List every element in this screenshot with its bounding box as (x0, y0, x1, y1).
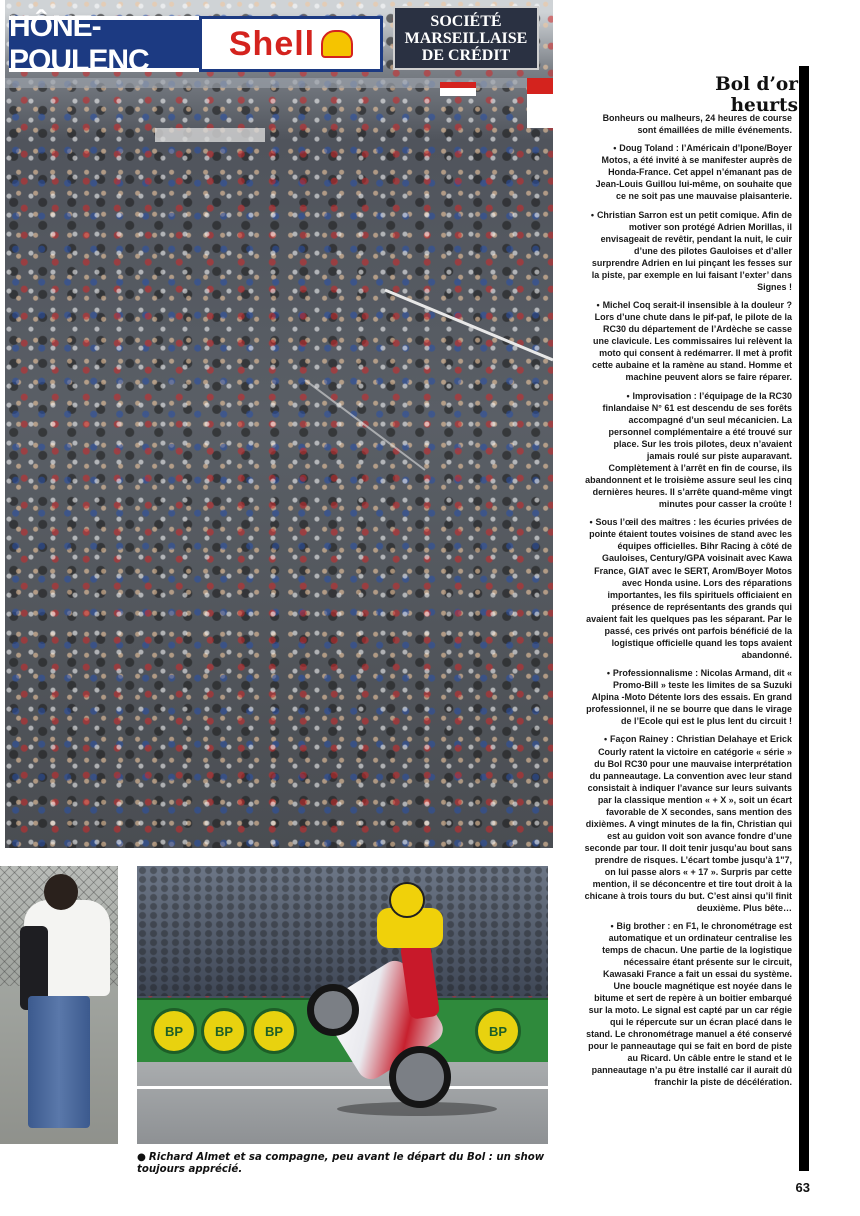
title-line: Bol d’or (715, 74, 798, 96)
spectator-photo (0, 866, 118, 1144)
wheelie-photo (137, 866, 548, 1144)
vertical-rule (799, 66, 809, 1171)
article-item (585, 920, 792, 1088)
crowd-photo (5, 0, 553, 848)
article-item (585, 209, 792, 293)
track-lines (5, 0, 553, 848)
article-item-text: Christian Sarron est un petit comique. Afin de motiver son protégé Adrien Morillas, il envisageait de revêtir, pendant la nuit, le cuir d’une des pilotes Gauloises et d’aller surprendre Adrien en lui pinçant les fesses sur la piste, par exemple en lui faisant l’exter’ dans Signes ! (591, 209, 792, 292)
article-intro: Bonheurs ou malheurs, 24 heures de course sont émaillées de mille événements. (602, 113, 792, 136)
rhone-poulenc-banner: HÔNE-POULENC (9, 16, 201, 72)
shell-logo-icon (321, 30, 353, 58)
banner-line: DE CRÉDIT (421, 46, 511, 64)
article-item (585, 667, 792, 727)
bullet-icon: • (606, 668, 610, 679)
front-wheel (307, 984, 359, 1036)
caption-bullet: ● (137, 1152, 146, 1163)
grandstand-crowd (137, 866, 548, 996)
track-stripe (137, 1086, 548, 1089)
article-item-text: Big brother : en F1, le chronométrage est automatique et un ordinateur centralise les temps de chacun. Une partie de la logistique nécessaire étant présente sur le circuit, Kawasaki France a fait un essai du système. Une boucle magnétique est noyée dans le bitume et sert de repère à un boitier embarqué sur la moto. Le signal est capté par un car régie qui le répercute sur un écran placé dans le stand. Le chronométrage manuel a été conservé pour le panneautage qui se fait en bord de piste au Ricard. Un câble entre le stand et le panneautage n’a pu être installé car il aurait dû franchir la piste de décélération. (586, 921, 792, 1088)
article-item (585, 299, 792, 383)
societe-marseillaise-banner (393, 6, 539, 70)
article-item-text: Sous l’œil des maîtres : les écuries privées de pointe étaient toutes voisines de stand avec les équipes officielles. Bihr Racing à côté de Gauloises, Century/GPA voisinait avec Kawa France, GIAT avec le SERT, Arom/Boyer Motos avec Honda usine. Lors des réparations importantes, les fils spirituels officiaient en présence de représentants des grands qui avaient fait les quelques pas les séparant. Par le passé, ces privés ont parfois bénéficié de la logistique officielle quand les tops avaient abandonné. (586, 517, 792, 660)
bp-logo-icon: BP (475, 1008, 521, 1054)
photo-caption (137, 1152, 547, 1176)
banner-line: MARSEILLAISE (404, 29, 528, 47)
article-item-text: Professionnalisme : Nicolas Armand, dit « Promo-Bill » teste les limites de sa Suzuki Alpina -Moto Détente lors des essais. En grand professionnel, il ne se bourre que dans le virage de l’Ecole qui est le plus lent du circuit ! (586, 668, 792, 727)
bullet-icon: • (626, 390, 630, 401)
banner-line: SOCIÉTÉ (430, 12, 502, 30)
bullet-icon: • (589, 517, 593, 528)
article-item (585, 390, 792, 510)
bullet-icon: • (613, 143, 617, 154)
article-item-text: Improvisation : l’équipage de la RC30 finlandaise N° 61 est descendu de ses forêts accompagné d’un seul mécanicien. La personnel complémentaire a été trouvé sur place. Sur les trois pilotes, deux n’avaient jamais roulé sur piste auparavant. Complètement à l’arrêt en fin de course, ils abandonnent et le troisième assure seul les cinq dernières heures. Il s’arrête quand-même vingt minutes pour casser la croûte ! (585, 390, 792, 510)
rear-wheel (389, 1046, 451, 1108)
article-item (585, 733, 792, 913)
shell-banner (199, 16, 383, 72)
bullet-icon: • (610, 921, 614, 932)
marlboro-flag (527, 78, 553, 128)
bp-logo-icon: BP (201, 1008, 247, 1054)
article-item-text: Façon Rainey : Christian Delahaye et Erick Courly ratent la victoire en catégorie « série » du Bol RC30 pour une mauvaise interprétation du panneautage. La convention avec leur stand consistait à indiquer l’avance sur leurs suivants par la classique mention « + X », soit un écart favorable de X secondes, sans mention des dixièmes. A vingt minutes de la fin, Christian qui est au guidon voit son avance fondre d’une seconde par tour. Il doit tenir jusqu’au bout sans prendre de risques. L’écart tombe jusqu’à 1"7, on lui passe alors « + 17 ». Surpris par cette mention, il se déconcentre et tire tout droit à la chicane à trois tours du but. C’est ainsi qu’il finit deuxième. Plus bête… (584, 734, 792, 913)
caption-text: Richard Almet et sa compagne, peu avant le départ du Bol : un show toujours apprécié. (137, 1152, 545, 1175)
tarmac (137, 1062, 548, 1144)
bullet-icon: • (596, 300, 600, 311)
article-item (585, 142, 792, 202)
shell-banner-text: Shell (228, 24, 316, 63)
bullet-icon: • (590, 209, 595, 220)
bp-logo-icon: BP (151, 1008, 197, 1054)
marlboro-sign (440, 82, 476, 96)
bullet-icon: • (604, 734, 608, 745)
title-line: heurts (730, 95, 798, 117)
rider-helmet (389, 882, 425, 918)
page-number: 63 (795, 1180, 810, 1195)
bp-logo-icon: BP (251, 1008, 297, 1054)
article-body (585, 112, 792, 1095)
spectator-jeans (28, 996, 90, 1128)
article-item-text: Michel Coq serait-il insensible à la douleur ? Lors d’une chute dans le pif-paf, le pilote de la RC30 du département de l’Ardèche se casse une clavicule. Les commissaires lui relèvent la moto qui consent à redémarrer. Il met à profit cette aubaine et la ramène au stand. Homme et machine peuvent alors se faire réparer. (592, 300, 792, 383)
article-item-text: Doug Toland : l’Américain d’Ipone/Boyer Motos, a été invité à se manifester auprès de Honda-France. Cet appel n’émanant pas de Jean-Louis Guillou lui-même, on souhaite que ce ne soit pas une mauvaise plaisanterie. (595, 143, 792, 202)
spectator-head (44, 874, 78, 910)
article-item (585, 516, 792, 660)
article-title (598, 74, 798, 116)
